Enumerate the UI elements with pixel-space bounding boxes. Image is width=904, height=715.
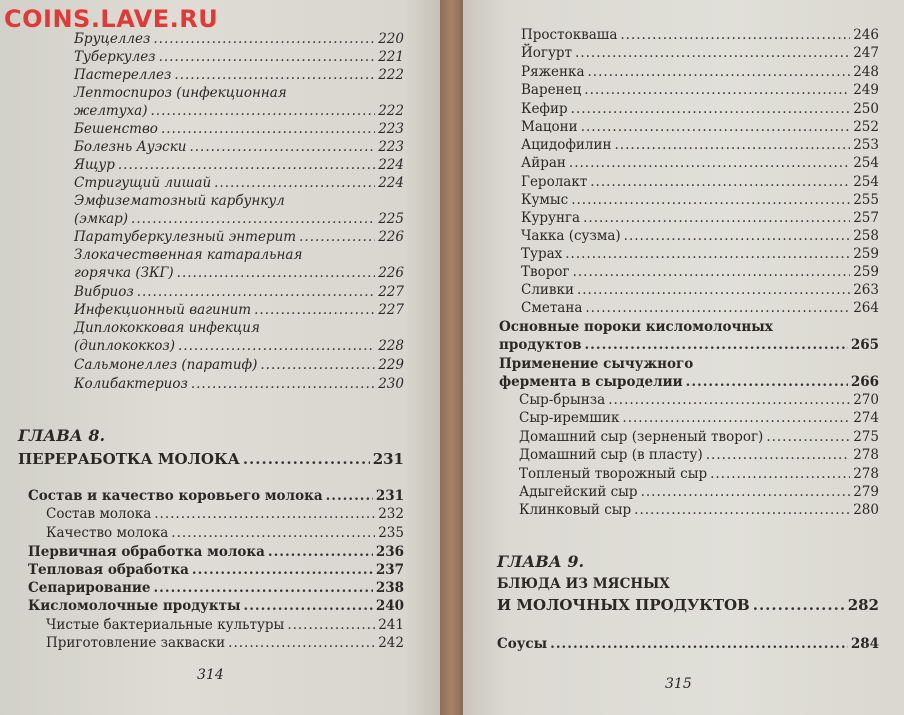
toc-entry-page: 221 (378, 49, 404, 65)
toc-subsection-page: 270 (853, 392, 879, 408)
dot-leader (118, 157, 375, 173)
toc-subsection (519, 447, 879, 463)
dot-leader (585, 300, 850, 316)
toc-entry-title: Творог (521, 264, 570, 280)
dot-leader (161, 121, 375, 137)
toc-entry-page: 264 (853, 300, 879, 316)
toc-subsection-title: Качество молока (46, 525, 169, 541)
toc-entry-page: 249 (853, 82, 879, 98)
toc-entry-title: Йогурт (521, 45, 573, 61)
toc-section-page: 236 (375, 544, 404, 560)
toc-entry-title: Эмфизематозный карбункул (74, 193, 285, 209)
dot-leader (753, 597, 845, 613)
toc-entry-title: Пастереллез (74, 67, 172, 83)
toc-entry-page: 229 (378, 357, 404, 373)
toc-entry (521, 119, 879, 135)
toc-entry (521, 228, 879, 244)
toc-section-page: 240 (375, 598, 404, 614)
toc-entry-page: 220 (378, 31, 404, 47)
dot-leader (588, 64, 851, 80)
toc-entry (74, 211, 404, 227)
toc-entry (521, 45, 879, 61)
toc-entry-title: Сливки (521, 282, 574, 298)
dot-leader (137, 284, 376, 300)
toc-entry-page: 224 (378, 175, 404, 191)
page-number: 315 (665, 676, 692, 692)
toc-entry-title: Колибактериоз (74, 376, 188, 392)
toc-section (28, 488, 404, 504)
toc-subsection-page: 280 (853, 502, 879, 518)
toc-subsection (519, 502, 879, 518)
toc-subsection (519, 466, 879, 482)
toc-subsection (46, 635, 404, 651)
toc-entry-title: Лептоспироз (инфекционная (74, 85, 287, 101)
toc-entry-title: (эмкар) (74, 211, 129, 227)
toc-entry (74, 175, 404, 191)
dot-leader (571, 101, 851, 117)
dot-leader (590, 174, 850, 190)
toc-subsection-page: 232 (378, 506, 404, 522)
toc-entry-page: 223 (378, 139, 404, 155)
dot-leader (287, 617, 375, 633)
dot-leader (575, 45, 850, 61)
toc-entry-title: горячка (ЗКГ) (74, 265, 174, 281)
toc-entry-title: Чакка (сузма) (521, 228, 621, 244)
toc-entry (74, 103, 404, 119)
toc-subsection-title: Топленый творожный сыр (519, 466, 708, 482)
toc-subsection-page: 241 (378, 617, 404, 633)
dot-leader (686, 374, 848, 390)
chapter-title-page: 231 (372, 450, 404, 468)
dot-leader (131, 211, 375, 227)
toc-entry-page: 230 (378, 376, 404, 392)
toc-entry-title: Инфекционный вагинит (74, 302, 252, 318)
toc-section-title: Состав и качество коровьего молока (28, 488, 323, 504)
chapter-title-line: БЛЮДА ИЗ МЯСНЫХ (497, 576, 670, 592)
toc-section-title: продуктов (499, 337, 582, 353)
toc-entry-page: 224 (378, 157, 404, 173)
toc-section-title: Кисломолочные продукты (28, 598, 241, 614)
toc-entry-page: 252 (853, 119, 879, 135)
toc-entry (521, 300, 879, 316)
dot-leader (243, 451, 370, 467)
dot-leader (192, 562, 373, 578)
dot-leader (254, 302, 375, 318)
toc-entry-page: 227 (378, 302, 404, 318)
dot-leader (584, 337, 847, 353)
dot-leader (171, 525, 375, 541)
page-number: 314 (197, 667, 224, 683)
chapter-title (497, 597, 879, 613)
toc-section-page: 266 (850, 374, 879, 390)
dot-leader (191, 376, 375, 392)
dot-leader (620, 27, 850, 43)
toc-entry-page: 258 (853, 228, 879, 244)
toc-entry (521, 27, 879, 43)
toc-section-title: фермента в сыроделии (499, 374, 683, 390)
toc-section-title: Сепарирование (28, 580, 151, 596)
toc-entry (521, 246, 879, 262)
toc-entry-page: 246 (853, 27, 879, 43)
toc-entry-page: 259 (853, 246, 879, 262)
toc-section-title: Основные пороки кисломолочных (499, 319, 773, 335)
toc-subsection-title: Сыр-брынза (519, 392, 606, 408)
dot-leader (178, 338, 375, 354)
toc-entry-title: Сметана (521, 300, 583, 316)
dot-leader (622, 410, 850, 426)
toc-entry (521, 101, 879, 117)
toc-subsection-page: 242 (378, 635, 404, 651)
toc-subsection (519, 484, 879, 500)
toc-entry-page: 227 (378, 284, 404, 300)
toc-subsection-page: 235 (378, 525, 404, 541)
chapter-label: ГЛАВА 8. (18, 426, 106, 445)
toc-entry-title: Ацидофилин (521, 137, 612, 153)
dot-leader (614, 137, 850, 153)
toc-entry-title: Туберкулез (74, 49, 156, 65)
toc-subsection-page: 279 (853, 484, 879, 500)
toc-entry (521, 192, 879, 208)
toc-entry (74, 229, 404, 245)
toc-entry-page: 226 (378, 265, 404, 281)
toc-entry-title: Ряженка (521, 64, 585, 80)
toc-entry-title: Сальмонеллез (паратиф) (74, 357, 258, 373)
toc-section (28, 598, 404, 614)
toc-section (28, 544, 404, 560)
toc-entry-title: Паратуберкулезный энтерит (74, 229, 297, 245)
toc-subsection-title: Клинковый сыр (519, 502, 632, 518)
toc-section-page: 231 (375, 488, 404, 504)
toc-subsection-page: 275 (853, 429, 879, 445)
toc-subsection-title: Домашний сыр (зерненый творог) (519, 429, 764, 445)
toc-entry (521, 282, 879, 298)
toc-subsection (46, 525, 404, 541)
toc-entry-title: Стригущий лишай (74, 175, 212, 191)
toc-entry (74, 357, 404, 373)
dot-leader (153, 31, 375, 47)
dot-leader (565, 246, 850, 262)
dot-leader (641, 484, 851, 500)
toc-section-title: Первичная обработка молока (28, 544, 265, 560)
toc-entry (74, 121, 404, 137)
book-gutter (440, 0, 463, 715)
toc-entry-title: Простокваша (521, 27, 618, 43)
dot-leader (159, 49, 376, 65)
toc-entry-title: Мацони (521, 119, 578, 135)
toc-section-page: 238 (375, 580, 404, 596)
dot-leader (154, 506, 375, 522)
toc-entry (521, 174, 879, 190)
toc-entry (74, 284, 404, 300)
chapter-title (18, 451, 404, 467)
toc-entry-title: желтуха) (74, 103, 148, 119)
toc-entry (521, 155, 879, 171)
toc-entry-page: 257 (853, 210, 879, 226)
left-page (0, 0, 440, 715)
toc-section-page: 237 (375, 562, 404, 578)
toc-entry (521, 264, 879, 280)
dot-leader (268, 544, 373, 560)
toc-entry-page: 250 (853, 101, 879, 117)
toc-entry-title: Диплококковая инфекция (74, 320, 260, 336)
toc-entry-title: (диплококкоз) (74, 338, 176, 354)
toc-entry (74, 376, 404, 392)
chapter-title-text: И МОЛОЧНЫХ ПРОДУКТОВ (497, 596, 750, 614)
toc-entry (74, 49, 404, 65)
dot-leader (189, 139, 375, 155)
chapter-title-page: 282 (847, 596, 879, 614)
dot-leader (214, 175, 375, 191)
dot-leader (550, 636, 848, 652)
toc-entry-page: 259 (853, 264, 879, 280)
toc-entry (74, 139, 404, 155)
toc-entry (521, 210, 879, 226)
dot-leader (571, 192, 850, 208)
toc-entry-title: Айран (521, 155, 566, 171)
toc-entry-page: 253 (853, 137, 879, 153)
right-page (463, 0, 904, 715)
toc-entry-page: 223 (378, 121, 404, 137)
toc-section-page: 265 (850, 337, 879, 353)
toc-entry (74, 265, 404, 281)
toc-entry-title: Геролакт (521, 174, 588, 190)
dot-leader (766, 429, 850, 445)
toc-entry-title: Ящур (74, 157, 115, 173)
toc-subsection-page: 274 (853, 410, 879, 426)
toc-entry-title: Кефир (521, 101, 568, 117)
toc-entry-title: Кумыс (521, 192, 569, 208)
dot-leader (573, 264, 851, 280)
dot-leader (706, 447, 850, 463)
dot-leader (326, 488, 373, 504)
toc-entry-title: Болезнь Ауэски (74, 139, 187, 155)
toc-entry-page: 228 (378, 338, 404, 354)
toc-entry (521, 82, 879, 98)
toc-entry (74, 67, 404, 83)
toc-entry-page: 225 (378, 211, 404, 227)
toc-section-page: 284 (850, 636, 879, 652)
toc-entry-title: Турах (521, 246, 563, 262)
toc-entry (521, 64, 879, 80)
toc-section (499, 374, 879, 390)
chapter-title-text: ПЕРЕРАБОТКА МОЛОКА (18, 450, 240, 468)
toc-subsection (519, 429, 879, 445)
toc-entry-title: Бруцеллез (74, 31, 151, 47)
toc-subsection-page: 278 (853, 447, 879, 463)
dot-leader (177, 265, 376, 281)
toc-entry-page: 222 (378, 67, 404, 83)
dot-leader (569, 155, 850, 171)
toc-entry-page: 247 (853, 45, 879, 61)
toc-entry-page: 222 (378, 103, 404, 119)
toc-entry-page: 226 (378, 229, 404, 245)
toc-entry-page: 255 (853, 192, 879, 208)
toc-subsection (46, 506, 404, 522)
dot-leader (581, 119, 851, 135)
toc-entry-title: Вибриоз (74, 284, 134, 300)
toc-entry (74, 338, 404, 354)
toc-section (497, 636, 879, 652)
dot-leader (151, 103, 376, 119)
toc-entry (74, 157, 404, 173)
toc-section-title: Применение сычужного (499, 356, 694, 372)
toc-entry-title: Бешенство (74, 121, 158, 137)
toc-section-title: Соусы (497, 636, 548, 652)
toc-subsection-page: 278 (853, 466, 879, 482)
dot-leader (584, 82, 850, 98)
toc-subsection (519, 392, 879, 408)
dot-leader (710, 466, 850, 482)
toc-entry (74, 302, 404, 318)
toc-subsection (519, 410, 879, 426)
dot-leader (244, 598, 373, 614)
toc-entry (74, 31, 404, 47)
toc-entry-page: 248 (853, 64, 879, 80)
toc-entry-page: 254 (853, 174, 879, 190)
dot-leader (608, 392, 850, 408)
dot-leader (174, 67, 375, 83)
dot-leader (228, 635, 375, 651)
dot-leader (153, 580, 372, 596)
toc-entry-title: Варенец (521, 82, 582, 98)
dot-leader (634, 502, 850, 518)
chapter-label: ГЛАВА 9. (497, 552, 585, 571)
toc-entry-page: 254 (853, 155, 879, 171)
toc-subsection-title: Адыгейский сыр (519, 484, 638, 500)
toc-entry-page: 263 (853, 282, 879, 298)
toc-subsection-title: Сыр-иремшик (519, 410, 620, 426)
toc-section-title: Тепловая обработка (28, 562, 189, 578)
toc-subsection-title: Чистые бактериальные культуры (46, 617, 285, 633)
toc-entry-title: Злокачественная катаральная (74, 247, 303, 263)
dot-leader (260, 357, 375, 373)
toc-section (28, 580, 404, 596)
dot-leader (624, 228, 851, 244)
toc-subsection-title: Приготовление закваски (46, 635, 226, 651)
dot-leader (577, 282, 850, 298)
toc-entry-title: Курунга (521, 210, 581, 226)
toc-subsection-title: Домашний сыр (в пласту) (519, 447, 703, 463)
dot-leader (583, 210, 850, 226)
toc-section (28, 562, 404, 578)
site-watermark: COINS.LAVE.RU (4, 5, 219, 33)
toc-entry (521, 137, 879, 153)
dot-leader (299, 229, 375, 245)
toc-subsection-title: Состав молока (46, 506, 152, 522)
toc-subsection (46, 617, 404, 633)
toc-section (499, 337, 879, 353)
